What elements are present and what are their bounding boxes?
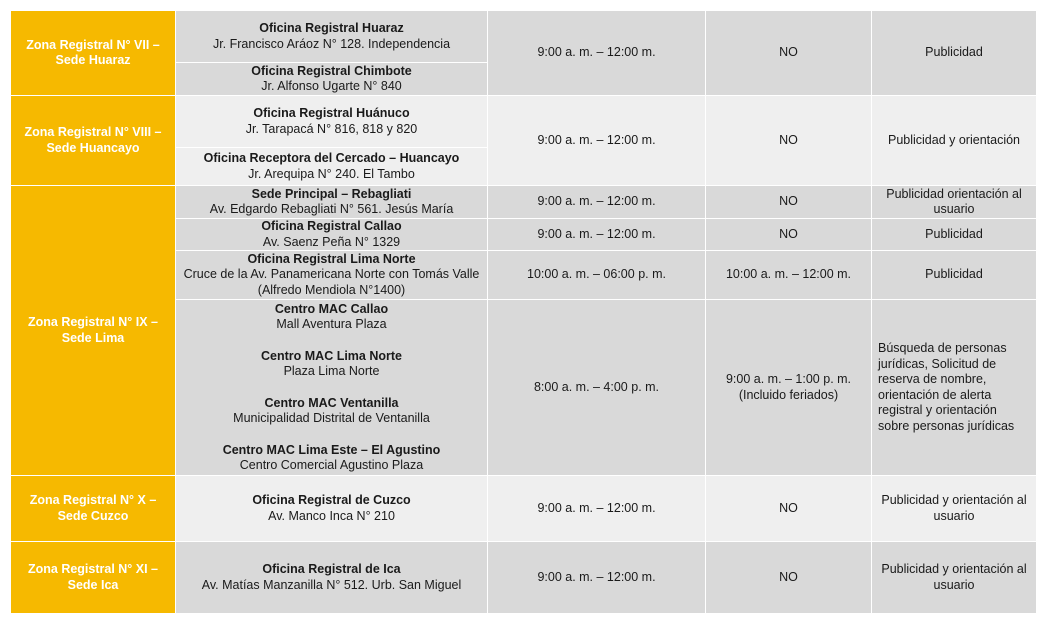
schedule-cell: 9:00 a. m. – 12:00 m. (488, 186, 706, 219)
mac-center-name: Centro MAC Lima Este – El Agustino (222, 442, 441, 457)
office-cell (176, 63, 488, 96)
office-schedule-table (10, 10, 1037, 614)
schedule-cell: 9:00 a. m. – 12:00 m. (488, 476, 706, 542)
schedule-cell: 9:00 a. m. – 12:00 m. (488, 542, 706, 614)
zone-cell: Zona Registral N° XI – Sede Ica (11, 542, 176, 614)
zone-cell: Zona Registral N° X – Sede Cuzco (11, 476, 176, 542)
office-address: Av. Saenz Peña N° 1329 (262, 234, 401, 249)
office-name: Oficina Registral Huánuco (253, 106, 410, 120)
schedule-cell: 8:00 a. m. – 4:00 p. m. (488, 300, 706, 476)
office-name: Oficina Registral de Ica (262, 562, 401, 576)
office-name: Oficina Registral Chimbote (251, 63, 412, 78)
mac-center-name: Centro MAC Ventanilla (264, 395, 399, 410)
office-cell (176, 476, 488, 542)
service-cell: Publicidad y orientación al usuario (872, 476, 1037, 542)
office-name: Oficina Registral de Cuzco (252, 493, 411, 507)
office-cell (176, 96, 488, 148)
service-cell: Búsqueda de personas jurídicas, Solicitud de reserva de nombre, orientación de alerta registral y orientación sobre personas jurídicas (872, 300, 1037, 476)
service-cell: Publicidad orientación al usuario (872, 186, 1037, 219)
office-cell (176, 251, 488, 300)
mac-centers-cell (176, 300, 488, 476)
service-cell: Publicidad (872, 251, 1037, 300)
weekend-cell: NO (706, 476, 872, 542)
office-address: Jr. Arequipa N° 240. El Tambo (248, 166, 415, 181)
schedule-cell: 9:00 a. m. – 12:00 m. (488, 96, 706, 186)
office-cell (176, 148, 488, 186)
mac-center-address: Centro Comercial Agustino Plaza (239, 458, 424, 472)
weekend-cell: NO (706, 219, 872, 251)
table-row (11, 476, 1037, 542)
office-cell (176, 186, 488, 219)
office-cell (176, 542, 488, 614)
weekend-cell: 10:00 a. m. – 12:00 m. (706, 251, 872, 300)
service-cell: Publicidad (872, 11, 1037, 96)
office-name: Oficina Receptora del Cercado – Huancayo (203, 151, 460, 165)
office-address: Jr. Tarapacá N° 816, 818 y 820 (245, 121, 418, 136)
office-address: Av. Manco Inca N° 210 (268, 508, 395, 523)
schedule-cell: 9:00 a. m. – 12:00 m. (488, 11, 706, 96)
office-name: Sede Principal – Rebagliati (251, 186, 412, 201)
office-name: Oficina Registral Huaraz (259, 21, 404, 35)
zone-cell: Zona Registral N° VII – Sede Huaraz (11, 11, 176, 96)
table-row (11, 542, 1037, 614)
table-row (11, 96, 1037, 148)
table-row (11, 186, 1037, 219)
zone-cell: Zona Registral N° VIII – Sede Huancayo (11, 96, 176, 186)
mac-center-address: Mall Aventura Plaza (276, 317, 387, 331)
office-name: Oficina Registral Lima Norte (247, 251, 416, 266)
office-cell (176, 219, 488, 251)
schedule-cell: 9:00 a. m. – 12:00 m. (488, 219, 706, 251)
weekend-cell: NO (706, 96, 872, 186)
service-cell: Publicidad (872, 219, 1037, 251)
service-cell: Publicidad y orientación al usuario (872, 542, 1037, 614)
weekend-cell: NO (706, 186, 872, 219)
weekend-cell: NO (706, 11, 872, 96)
mac-center-name: Centro MAC Callao (274, 301, 389, 316)
table-row (11, 11, 1037, 63)
office-address: Jr. Francisco Aráoz N° 128. Independencia (212, 36, 451, 51)
schedule-cell: 10:00 a. m. – 06:00 p. m. (488, 251, 706, 300)
zone-cell: Zona Registral N° IX – Sede Lima (11, 186, 176, 476)
mac-center-address: Municipalidad Distrital de Ventanilla (233, 411, 430, 425)
mac-center-address: Plaza Lima Norte (283, 364, 380, 378)
service-cell: Publicidad y orientación (872, 96, 1037, 186)
office-address: Av. Matías Manzanilla N° 512. Urb. San Miguel (201, 577, 462, 592)
office-cell (176, 11, 488, 63)
office-address: Cruce de la Av. Panamericana Norte con Tomás Valle (Alfredo Mendiola N°1400) (183, 267, 480, 297)
office-name: Oficina Registral Callao (261, 219, 402, 233)
office-address: Av. Edgardo Rebagliati N° 561. Jesús María (209, 202, 454, 216)
weekend-cell: 9:00 a. m. – 1:00 p. m. (Incluido feriados) (706, 300, 872, 476)
mac-center-name: Centro MAC Lima Norte (261, 348, 402, 363)
office-address: Jr. Alfonso Ugarte N° 840 (261, 79, 402, 93)
weekend-cell: NO (706, 542, 872, 614)
